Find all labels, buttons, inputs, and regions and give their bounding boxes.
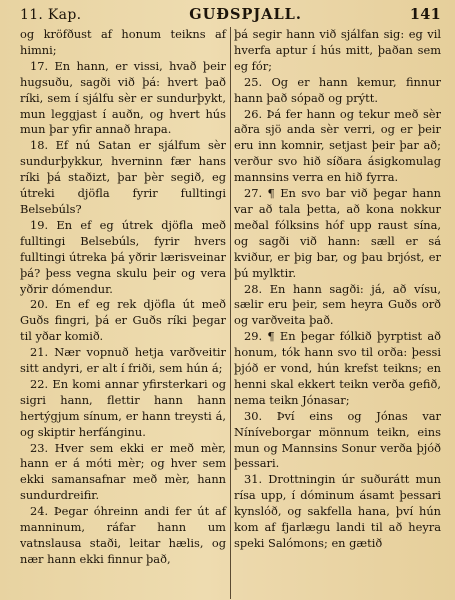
verse-paragraph: 31. Drottningin úr suðurátt mun rísa upp, í dóminum ásamt þessari kynslóð, og sakfella hana, því hún kom af fjarlægu landi til að heyra speki Salómons; en gætið (234, 472, 441, 550)
verse-paragraph: 30. Því eins og Jónas var Níníveborgar mönnum teikn, eins mun og Mannsins Sonur verða þjóð þessari. (234, 408, 441, 471)
verse-paragraph: 24. Þegar óhreinn andi fer út af manninum, ráfar hann um vatnslausa staði, leitar hælis, og nær hann ekki finnur það, (20, 504, 226, 566)
verse-paragraph: 18. Ef nú Satan er sjálfum sèr sundurþykkur, hverninn fær hans ríki þá staðizt, þar þèr segið, eg útreki djöfla fyrir fulltingi Belsebúls? (20, 138, 226, 216)
right-column (232, 27, 441, 599)
verse-paragraph: 26. Þá fer hann og tekur með sèr aðra sjö anda sèr verri, og er þeir eru inn komnir, setjast þeir þar að; verður svo hið síðara ásigkomulag mannsins verra en hið fyrra. (234, 106, 441, 185)
chapter-label: 11. Kap. (20, 7, 82, 23)
verse-paragraph: 23. Hver sem ekki er með mèr, hann er á móti mèr; og hver sem ekki samansafnar með mèr, hann sundurdreifir. (20, 440, 226, 503)
book-title: GUÐSPJALL. (189, 6, 302, 23)
verse-paragraph: 20. En ef eg rek djöfla út með Guðs fingri, þá er Guðs ríki þegar til yðar komið. (20, 297, 226, 344)
verse-paragraph: þá segir hann við sjálfan sig: eg vil hverfa aptur í hús mitt, þaðan sem eg fór; (234, 27, 441, 73)
text-columns (20, 27, 441, 599)
verse-paragraph: 17. En hann, er vissi, hvað þeir hugsuðu, sagði við þá: hvert það ríki, sem í sjálfu sèr er sundurþykt, mun leggjast í auðn, og hvert hús mun þar yfir annað hrapa. (20, 58, 226, 137)
verse-paragraph: 28. En hann sagði: já, að vísu, sælir eru þeir, sem heyra Guðs orð og varðveita það. (234, 281, 441, 328)
verse-paragraph: 21. Nær vopnuð hetja varðveitir sitt andyri, er alt í friði, sem hún á; (20, 345, 226, 376)
running-header (20, 6, 441, 26)
left-column (20, 27, 231, 599)
verse-paragraph: 27. ¶ En svo bar við þegar hann var að tala þetta, að kona nokkur meðal fólksins hóf upp raust sína, og sagði við hann: sæll er sá kviður, er þig bar, og þau brjóst, er þú mylktir. (234, 186, 441, 280)
page-number: 141 (409, 6, 441, 23)
verse-paragraph: 25. Og er hann kemur, finnur hann það sópað og prýtt. (234, 74, 441, 105)
verse-paragraph: 19. En ef eg útrek djöfla með fulltingi Belsebúls, fyrir hvers fulltingi útreka þá yðrir lærisveinar þá? þess vegna skulu þeir og vera yðrir dómendur. (20, 217, 226, 296)
verse-paragraph: 29. ¶ En þegar fólkið þyrptist að honum, tók hann svo til orða: þessi þjóð er vond, hún krefst teikns; en henni skal ekkert teikn verða gefið, nema teikn Jónasar; (234, 329, 441, 407)
verse-paragraph: og kröfðust af honum teikns af himni; (20, 27, 226, 57)
verse-paragraph: 22. En komi annar yfirsterkari og sigri hann, flettir hann hann hertýgjum sínum, er hann treysti á, og skiptir herfánginu. (20, 376, 226, 439)
